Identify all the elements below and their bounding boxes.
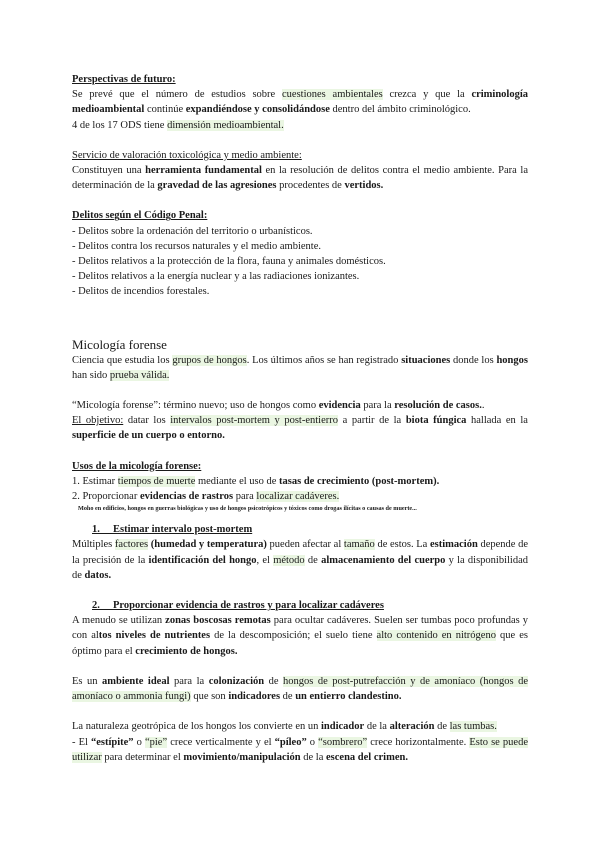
delitos-item: - Delitos relativos a la protección de la flora, fauna y animales domésticos. <box>72 256 386 268</box>
highlighted-text: factores <box>114 539 149 551</box>
micologia-term <box>72 398 528 413</box>
text-run: que es óptimo para el <box>72 630 528 657</box>
text-run: Ciencia que estudia los <box>72 354 173 366</box>
micologia-title: Micología forense <box>72 336 167 352</box>
bold-text: colonización <box>208 675 265 687</box>
text-run: hallada en la <box>466 415 528 427</box>
usos-item-2 <box>72 489 528 504</box>
servicio-heading: Servicio de valoración toxicológica y medio ambiente: <box>72 149 302 161</box>
bold-text: indicador <box>321 721 365 733</box>
highlighted-text: localizar cadáveres. <box>256 491 340 503</box>
bold-text: situaciones <box>401 354 451 366</box>
bold-text: gravedad de las agresiones <box>157 180 277 192</box>
text-run: de la <box>300 751 327 763</box>
text-run: dentro del ámbito criminológico. <box>329 104 471 116</box>
bold-text: almacenamiento del cuerpo <box>321 554 446 566</box>
text-run: Es un <box>72 675 103 687</box>
bold-text: expandiéndose y consolidándose <box>185 104 330 116</box>
text-run: para la <box>169 675 209 687</box>
section-2-paragraph-3 <box>72 719 528 734</box>
bold-text: alteración <box>389 721 435 733</box>
highlighted-text: “sombrero” <box>318 736 368 748</box>
text-run: Se prevé que el número de estudios sobre <box>72 89 283 101</box>
bold-text: (humedad y temperatura) <box>150 539 267 551</box>
text-run: 4 de los 17 ODS tiene <box>72 119 168 131</box>
bold-text: indicadores <box>228 691 281 703</box>
usos-heading: Usos de la micología forense: <box>72 460 202 472</box>
text-run: o <box>306 736 319 748</box>
bold-text: movimiento/manipulación <box>183 751 301 763</box>
text-run: Múltiples <box>72 539 115 551</box>
bold-text: ambiente ideal <box>102 675 170 687</box>
bold-text: evidencias de rastros <box>139 491 234 503</box>
text-run: para la <box>360 400 395 412</box>
text-run: mediante el uso de <box>195 475 280 487</box>
text-run: , el <box>256 554 274 566</box>
section-1-paragraph <box>72 537 528 583</box>
text-run: procedentes de <box>276 180 345 192</box>
section-2-heading: 2. Proporcionar evidencia de rastros y para localizar cadáveres <box>92 600 384 612</box>
bold-text: herramienta fundamental <box>145 165 262 177</box>
text-run: a partir de la <box>337 415 406 427</box>
bold-text: biota fúngica <box>405 415 467 427</box>
text-run: continúe <box>144 104 186 116</box>
delitos-heading: Delitos según el Código Penal: <box>72 210 208 222</box>
bold-text: crecimiento de hongos. <box>135 645 238 657</box>
bold-text: evidencia <box>318 400 361 412</box>
bold-text: criminología medioambiental <box>72 89 529 116</box>
section-2-paragraph-2 <box>72 674 528 704</box>
bold-text: vertidos. <box>344 180 384 192</box>
text-run: depende de la precisión de la <box>72 539 528 566</box>
text-run: y la disponibilidad de <box>72 554 528 581</box>
bold-text: tos niveles de nutrientes <box>98 630 211 642</box>
bold-text: “píleo” <box>274 736 307 748</box>
highlighted-text: prueba válida. <box>109 369 170 381</box>
highlighted-text: cuestiones ambientales <box>282 89 383 101</box>
highlighted-text: tiempos de muerte <box>117 475 196 487</box>
section-1-heading: 1. Estimar intervalo post-mortem <box>92 524 253 536</box>
document-page <box>72 72 528 765</box>
text-run: datar los <box>123 415 171 427</box>
bold-text: tasas de crecimiento (post-mortem). <box>279 475 440 487</box>
bold-text: identificación del hongo <box>148 554 257 566</box>
text-run: en la resolución de delitos contra el medio ambiente. Para la determinación de la <box>72 165 528 192</box>
bold-text: un entierro clandestino. <box>295 691 402 703</box>
delitos-item: - Delitos sobre la ordenación del territorio o urbanísticos. <box>72 225 313 237</box>
bold-text: datos. <box>84 569 112 581</box>
text-run: de la descomposición; el suelo tiene <box>210 630 377 642</box>
text-run: crece verticalmente y el <box>167 736 275 748</box>
delitos-item: - Delitos relativos a la energía nuclear y a las radiaciones ionizantes. <box>72 271 360 283</box>
text-run: para determinar el <box>101 751 184 763</box>
text-run: 2. Proporcionar <box>72 491 140 503</box>
highlighted-text: las tumbas. <box>449 721 497 733</box>
usos-item-1 <box>72 474 528 489</box>
text-run: 1. Estimar <box>72 475 118 487</box>
highlighted-text: “pie” <box>144 736 168 748</box>
text-run: crezca y que la <box>382 89 472 101</box>
bold-text: resolución de casos. <box>394 400 482 412</box>
text-run: de <box>280 691 296 703</box>
highlighted-text: Esto se puede utilizar <box>72 736 528 763</box>
text-run: . Los últimos años se han registrado <box>246 354 402 366</box>
highlighted-text: dimensión medioambiental. <box>167 119 284 131</box>
text-run: para ocultar cadáveres. Suelen ser tumbas poco profundas y con al <box>72 615 528 642</box>
text-run: han sido <box>72 369 110 381</box>
ods-paragraph <box>72 118 528 133</box>
text-run: para <box>233 491 257 503</box>
text-run: o <box>133 736 145 748</box>
usos-note: Moho en edificios, hongos en guerras biológicas y uso de hongos psicotrópicos y tóxicos como drogas ilícitas o causas de muerte... <box>78 505 417 513</box>
text-run: . <box>481 400 485 412</box>
section-2-paragraph-1 <box>72 613 528 659</box>
servicio-paragraph <box>72 163 528 193</box>
bold-text: “estípite” <box>90 736 134 748</box>
text-run: pueden afectar al <box>266 539 344 551</box>
highlighted-text: grupos de hongos <box>172 354 247 366</box>
highlighted-text: hongos de post-putrefacción y de amoníaco (hongos de amoníaco o ammonia fungi) <box>72 675 528 703</box>
text-run: Constituyen una <box>72 165 146 177</box>
highlighted-text: tamaño <box>343 539 375 551</box>
micologia-definition <box>72 353 528 383</box>
text-run: crece horizontalmente. <box>367 736 470 748</box>
bold-text: zonas boscosas remotas <box>165 615 271 627</box>
bold-text: escena del crimen. <box>326 751 408 763</box>
perspectivas-heading: Perspectivas de futuro: <box>72 74 176 85</box>
highlighted-text: intervalos post-mortem y post-entierro <box>170 415 338 427</box>
text-run: de <box>434 721 450 733</box>
highlighted-text: método <box>273 554 305 566</box>
bold-text: superficie de un cuerpo o entorno. <box>72 430 225 442</box>
text-run: de <box>264 675 284 687</box>
text-run: La naturaleza geotrópica de los hongos los convierte en un <box>72 721 321 733</box>
text-run: de <box>304 554 322 566</box>
section-2-paragraph-4 <box>72 735 528 765</box>
text-run: A menudo se utilizan <box>72 615 166 627</box>
text-run: que son <box>190 691 229 703</box>
text-run: de la <box>364 721 390 733</box>
highlighted-text: alto contenido en nitrógeno <box>376 630 496 642</box>
underlined-text: El objetivo: <box>72 415 124 427</box>
text-run: - El <box>72 736 91 748</box>
bold-text: estimación <box>429 539 478 551</box>
delitos-item: - Delitos de incendios forestales. <box>72 286 210 298</box>
text-run: de estos. La <box>374 539 430 551</box>
delitos-item: - Delitos contra los recursos naturales y el medio ambiente. <box>72 240 322 252</box>
perspectivas-paragraph <box>72 87 528 117</box>
micologia-objective <box>72 413 528 443</box>
bold-text: hongos <box>496 354 528 366</box>
text-run: donde los <box>450 354 497 366</box>
text-run: “Micología forense”: término nuevo; uso de hongos como <box>72 400 319 412</box>
